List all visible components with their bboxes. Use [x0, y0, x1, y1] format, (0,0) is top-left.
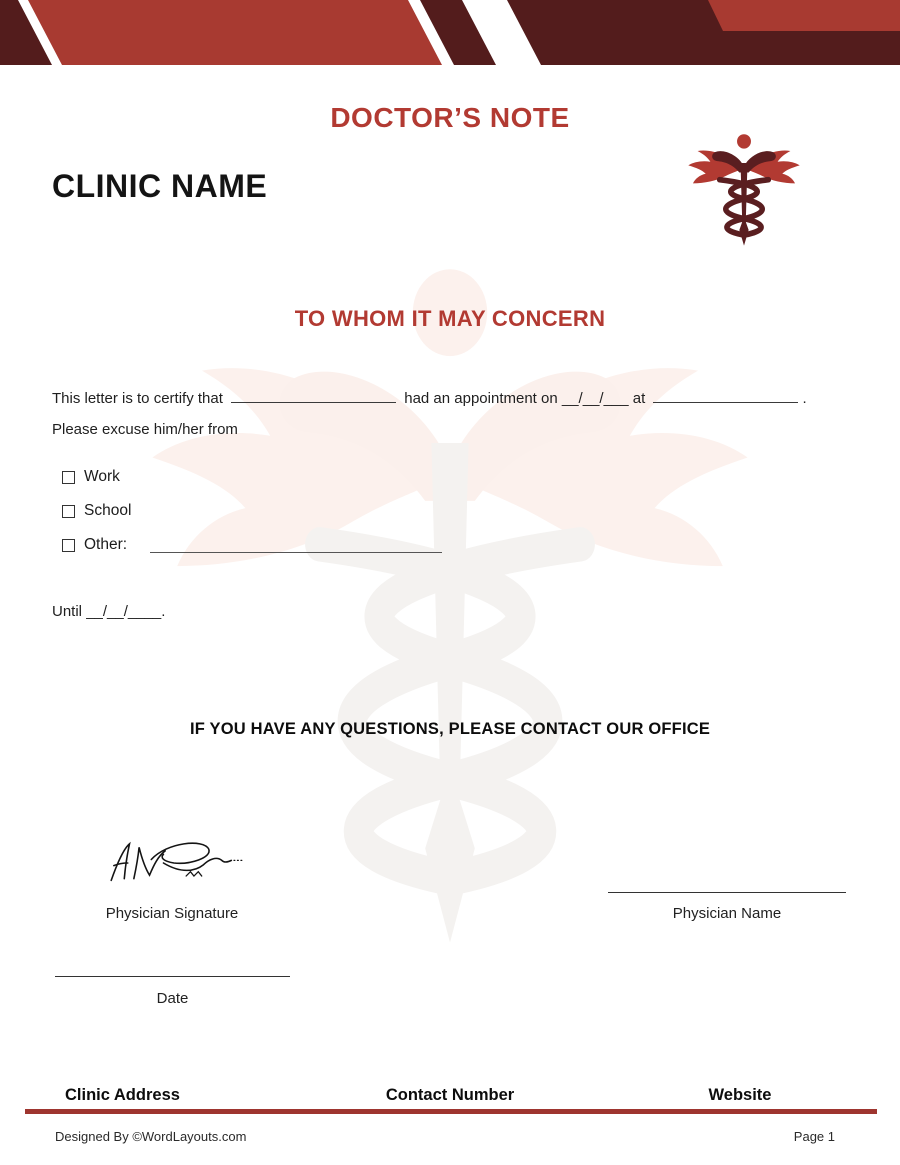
at-label: at: [632, 390, 646, 407]
other-checkbox-label: Other:: [84, 536, 128, 553]
checkbox-row-work: [62, 468, 120, 486]
other-blank-line[interactable]: [150, 537, 442, 553]
clinic-name: CLINIC NAME: [52, 168, 268, 204]
work-checkbox-label: Work: [84, 468, 120, 485]
excuse-line: Please excuse him/her from: [52, 421, 238, 438]
until-prefix-text: Until: [52, 603, 83, 620]
physician-name-line[interactable]: [608, 892, 846, 893]
checkbox-row-other: [62, 536, 442, 554]
school-checkbox-label: School: [84, 502, 132, 519]
header-banner-graphic: [0, 0, 900, 65]
page-number: Page 1: [793, 1129, 835, 1144]
date-line[interactable]: [55, 976, 290, 977]
until-date-blank[interactable]: __/__/____.: [86, 603, 166, 620]
caduceus-logo-icon: [686, 133, 802, 248]
website-label: Website: [708, 1086, 772, 1104]
work-checkbox[interactable]: [62, 471, 75, 484]
footer-divider: [25, 1109, 877, 1114]
physician-signature-image: [106, 835, 254, 891]
other-checkbox[interactable]: [62, 539, 75, 552]
until-line: [52, 603, 165, 620]
document-title: DOCTOR’S NOTE: [330, 102, 570, 133]
contact-number-label: Contact Number: [385, 1086, 515, 1104]
salutation-heading: TO WHOM IT MAY CONCERN: [294, 306, 606, 331]
physician-signature-label: Physician Signature: [105, 905, 239, 922]
certify-middle-text: had an appointment on: [404, 390, 558, 407]
appointment-place-blank[interactable]: [653, 388, 798, 403]
patient-name-blank[interactable]: [231, 388, 396, 403]
contact-office-statement: IF YOU HAVE ANY QUESTIONS, PLEASE CONTACT OUR OFFICE: [189, 720, 711, 738]
checkbox-row-school: [62, 502, 131, 520]
certify-line: [52, 388, 807, 407]
physician-name-label: Physician Name: [672, 905, 782, 922]
school-checkbox[interactable]: [62, 505, 75, 518]
sentence-period: .: [802, 390, 807, 407]
designer-credit: Designed By ©WordLayouts.com: [55, 1129, 247, 1144]
appointment-date-blank[interactable]: __/__/___: [561, 390, 629, 407]
certify-prefix-text: This letter is to certify that: [52, 390, 223, 407]
date-label: Date: [156, 990, 189, 1007]
clinic-address-label: Clinic Address: [65, 1086, 180, 1104]
